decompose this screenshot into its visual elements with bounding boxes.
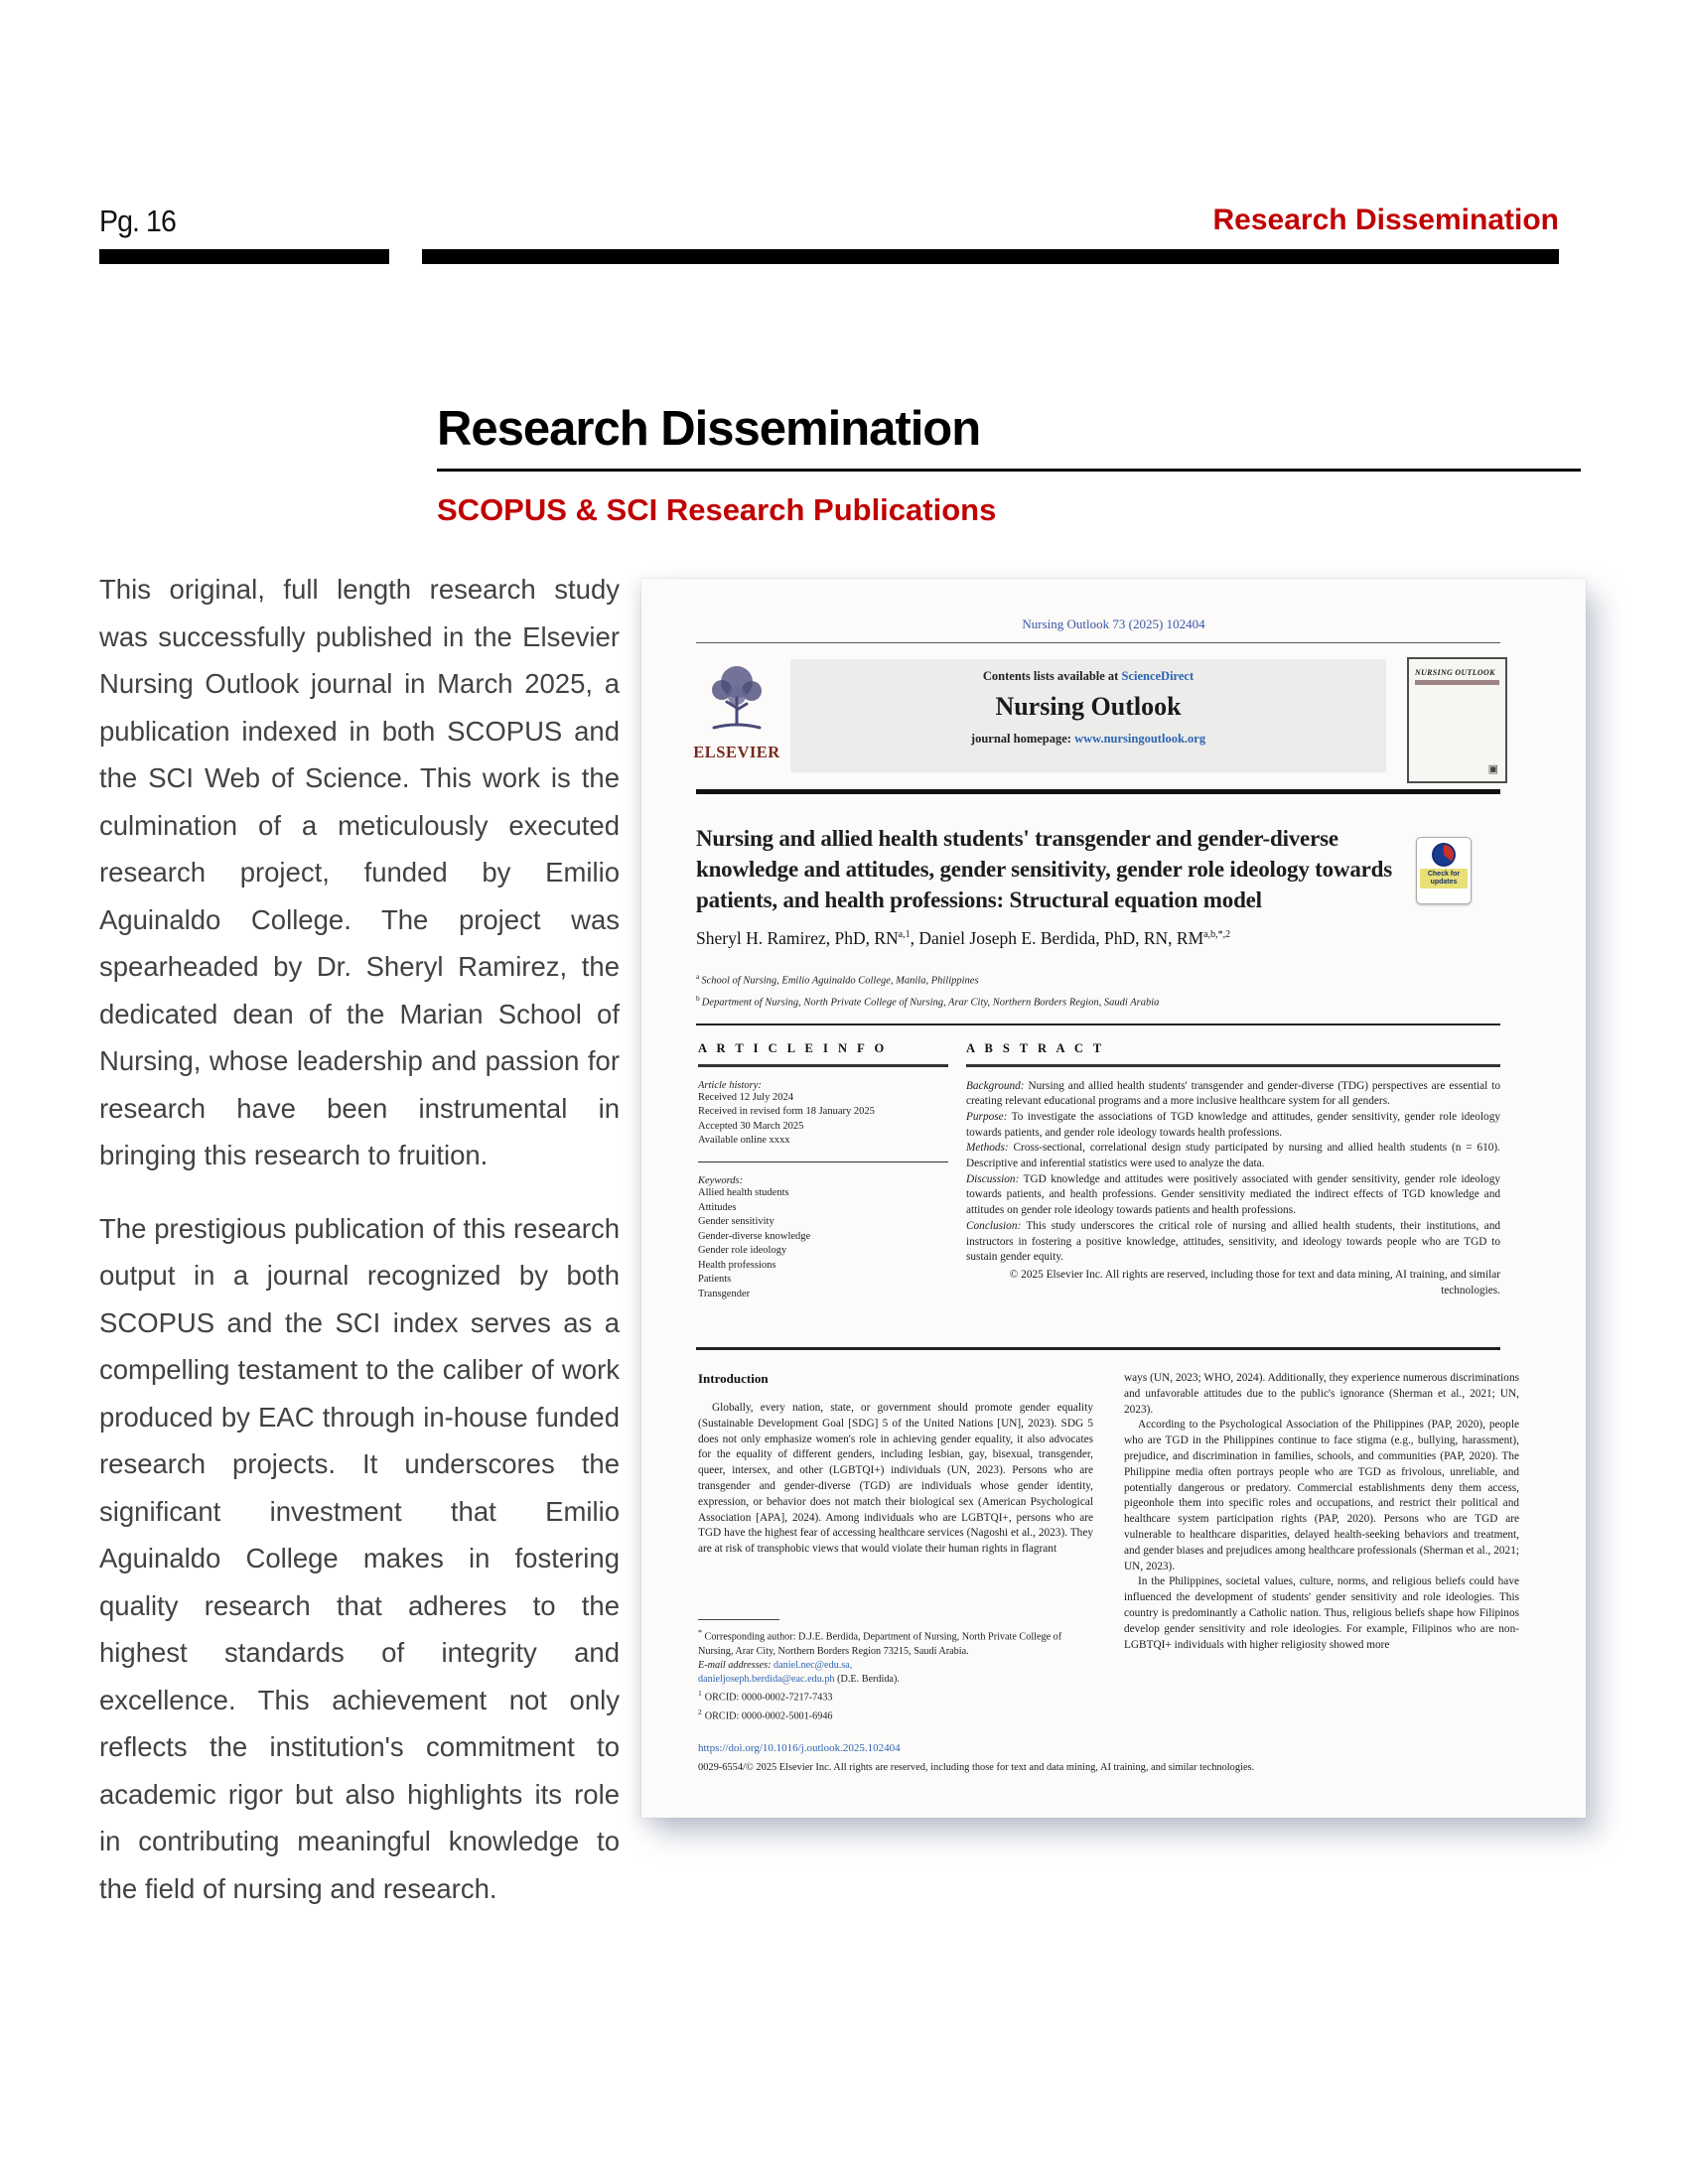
narrative-paragraph: The prestigious publication of this research output in a journal recognized by both SCOPUS and the SCI index serves as a compelling testament to the caliber of work produced by EAC through in-house funded research projects. It underscores the significant investment that Emilio Aguinaldo College makes in fostering quality research that adheres to the highest standards of integrity and excellence. This achievement not only reflects the institution's commitment to academic rigor but also highlights its role in contributing meaningful knowledge to the field of nursing and research. [99, 1212, 620, 1904]
orcid-1: $^1$ ORCID: 0000-0002-7217-7433 [698, 1689, 833, 1704]
keyword-item: Transgender [698, 1288, 751, 1299]
abstract-paragraph: Conclusion: This study underscores the critical role of nursing and allied health students, their institutions, and instructors in fostering a positive knowledge, attitudes, sensitivity, and ideology towards people who are TGD to sustain gender equity. [966, 1219, 1500, 1264]
journal-article-scan [641, 579, 1586, 1818]
keyword-item: Attitudes [698, 1201, 737, 1213]
footnote-rule [698, 1619, 779, 1620]
article-info-heading: A R T I C L E I N F O [698, 1041, 888, 1055]
abstract-copyright: © 2025 Elsevier Inc. All rights are reserved, including those for text and data mining, AI training, and similar technologies. [1009, 1268, 1500, 1297]
introduction-heading: Introduction [698, 1371, 769, 1386]
intro-left-column [698, 1371, 1093, 1558]
elsevier-wordmark: ELSEVIER [693, 743, 780, 761]
page-number: Pg. 16 [99, 204, 176, 238]
intro-paragraph-1: Globally, every nation, state, or government should promote gender equality (Sustainable Development Goal [SDG] 5 of the United Nations [UN], 2023). SDG 5 does not only emphasize women's role in achieving gender equality, it also advocates for the equality of different genders, including lesbian, gay, bisexual, transgender, queer, intersex, and other (LGBTQI+) individuals (UN, 2023). Persons who are transgender and gender-diverse (TGD) are individuals whose gender identity, expression, or behavior does not match their biological sex (American Psychological Association [APA], 2024). Among individuals who are LGBTQI+, persons who are TGD have the highest fear of accessing healthcare services (Nagoshi et al., 2023). They are at risk of transphobic views that would violate their human rights in flagrant [698, 1402, 1093, 1556]
keyword-item: Gender sensitivity [698, 1216, 774, 1227]
header-rule-right [422, 249, 1559, 264]
author-2: , Daniel Joseph E. Berdida, PhD, RN, RM [910, 928, 1204, 948]
keyword-item: Gender role ideology [698, 1245, 787, 1256]
header-rule-left [99, 249, 389, 264]
cover-title: NURSING OUTLOOK [1415, 668, 1495, 677]
abstract-paragraph: Discussion: TGD knowledge and attitudes were positively associated with gender sensitivity, gender role ideology towards patients, and health professions. Gender sensitivity mediated the indirect effects of TGD knowledge and attitudes on gender role ideology towards patients and health professions. [966, 1172, 1500, 1217]
author-1-affil-marks: a,1 [898, 929, 911, 941]
sciencedirect-link[interactable]: ScienceDirect [1121, 669, 1195, 683]
keyword-item: Allied health students [698, 1187, 789, 1198]
history-label: Article history: [698, 1079, 762, 1091]
article-info-column [698, 1041, 948, 1301]
abstract-paragraph: Purpose: To investigate the associations of TGD knowledge and attitudes, gender sensitivity, gender role ideology towards patients, and gender role ideology towards health professions. [966, 1110, 1500, 1139]
footnotes [698, 1619, 1095, 1723]
cover-bar [1415, 680, 1499, 685]
history-item: Available online xxxx [698, 1135, 790, 1146]
author-1: Sheryl H. Ramirez, PhD, RN [696, 928, 899, 948]
affiliation: $^b$ Department of Nursing, North Private College of Nursing, Arar City, Northern Borders Region, Saudi Arabia [696, 993, 1160, 1008]
doi-link[interactable]: https://doi.org/10.1016/j.outlook.2025.102404 [698, 1742, 901, 1754]
email-link-2[interactable]: danieljoseph.berdida@eac.edu.ph [698, 1674, 835, 1685]
affiliations [696, 968, 1159, 1011]
masthead-top-rule [696, 642, 1500, 643]
page-subtitle: SCOPUS & SCI Research Publications [437, 492, 997, 527]
elsevier-logo [685, 658, 788, 762]
keywords-list [698, 1186, 948, 1301]
keyword-item: Gender-diverse knowledge [698, 1230, 811, 1242]
abstract-body [966, 1079, 1500, 1266]
journal-homepage-link[interactable]: www.nursingoutlook.org [1074, 732, 1206, 746]
intro-paragraph: According to the Psychological Association of the Philippines (PAP, 2020), people who are TGD in the Philippines continue to face stigma (e.g., bullying, harassment), prejudice, and discrimination in families, schools, and communities (PAP, 2020). The Philippine media often portrays people who are TGD as frivolous, unreliable, and potentially dangerous or predatory. Commercial establishments deny them access, pigeonhole them into specific roles and occupations, and restrict their political and healthcare system participation rights (PAP, 2020). Persons who are TGD are vulnerable to healthcare disparities, delayed health-seeking behaviors and treatment, and gender biases and prejudices among healthcare professionals (Sherman et al., 2021; UN, 2023). [1124, 1419, 1519, 1572]
history-item: Received 12 July 2024 [698, 1091, 793, 1103]
crossmark-icon [1432, 843, 1456, 867]
cover-emblem-icon: ▣ [1487, 763, 1498, 775]
abstract-paragraph: Background: Nursing and allied health students' transgender and gender-diverse (TDG) perspectives are essential to creating relevant educational programs and a more inclusive healthcare system for all genders. [966, 1079, 1500, 1108]
email-link-1[interactable]: daniel.nec@edu.sa, [774, 1659, 853, 1671]
email-note: E-mail addresses: daniel.nec@edu.sa, [698, 1659, 853, 1671]
email-note-2: danieljoseph.berdida@eac.edu.ph (D.E. Berdida). [698, 1674, 900, 1685]
check-for-updates-label: Check for updates [1420, 869, 1468, 888]
masthead-bottom-rule [696, 789, 1500, 794]
abstract-heading: A B S T R A C T [966, 1041, 1105, 1055]
article-title: Nursing and allied health students' transgender and gender-diverse knowledge and attitudes, gender sensitivity, gender role ideology towards patients, and health professions: Structural equation model [696, 826, 1392, 912]
intro-paragraph: ways (UN, 2023; WHO, 2024). Additionally, they experience numerous discriminations and unfavorable attitudes due to the public's ignorance (Sherman et al., 2021; UN, 2023). [1124, 1372, 1519, 1416]
journal-citation: Nursing Outlook 73 (2025) 102404 [1022, 616, 1205, 631]
corresponding-author-note: * Corresponding author: D.J.E. Berdida, Department of Nursing, North Private College of Nursing, Arar City, Northern Borders Region 73215, Saudi Arabia. [698, 1628, 1062, 1657]
history-item: Received in revised form 18 January 2025 [698, 1106, 875, 1117]
orcid-2: $^2$ ORCID: 0000-0002-5001-6946 [698, 1706, 833, 1722]
elsevier-tree-icon [700, 658, 774, 736]
intro-paragraph: In the Philippines, societal values, culture, norms, and religious beliefs could have influenced the development of students' gender sensitivity and role ideologies. This country is predominantly a Catholic nation. Thus, religious beliefs shape how Filipinos develop gender sensitivity and role ideologies. For example, Filipinos who are non-LGBTQI+ individuals with higher religiosity showed more [1124, 1575, 1519, 1651]
check-for-updates-badge[interactable] [1416, 837, 1472, 904]
history-item: Accepted 30 March 2025 [698, 1120, 804, 1132]
abstract-column [966, 1041, 1500, 1298]
narrative-paragraph: This original, full length research study was successfully published in the Elsevier Nursing Outlook journal in March 2025, a publication indexed in both SCOPUS and the SCI Web of Science. This work is the culmination of a meticulously executed research project, funded by Emilio Aguinaldo College. The project was spearheaded by Dr. Sheryl Ramirez, the dedicated dean of the Marian School of Nursing, whose leadership and passion for research have been instrumental in bringing this research to fruition. [99, 574, 620, 1170]
masthead-box [790, 659, 1386, 772]
narrative-column [99, 566, 620, 1938]
keyword-item: Health professions [698, 1259, 776, 1271]
abstract-bottom-rule [696, 1347, 1500, 1350]
abstract-paragraph: Methods: Cross-sectional, correlational design study participated by nursing and allied health students (n = 610). Descriptive and inferential statistics were used to analyze the data. [966, 1142, 1500, 1170]
keywords-rule [698, 1161, 948, 1163]
title-underline [437, 469, 1581, 472]
contents-line: Contents lists available at ScienceDirect [982, 669, 1195, 683]
keywords-label: Keywords: [698, 1175, 744, 1186]
author-2-affil-marks: a,b,*,2 [1203, 929, 1231, 941]
homepage-line: journal homepage: www.nursingoutlook.org [970, 732, 1206, 746]
page-title: Research Dissemination [437, 402, 981, 456]
journal-cover-thumbnail [1407, 657, 1507, 783]
author-line [696, 928, 1230, 949]
keyword-item: Patients [698, 1274, 732, 1285]
section-rule [696, 1024, 1500, 1025]
abstract-rule [966, 1064, 1500, 1067]
issn-copyright-line: 0029-6554/© 2025 Elsevier Inc. All rights are reserved, including those for text and data mining, AI training, and similar technologies. [698, 1762, 1255, 1773]
running-header-title: Research Dissemination [1212, 204, 1559, 236]
journal-name: Nursing Outlook [995, 692, 1182, 721]
history-list [698, 1091, 948, 1149]
affiliation: $^a$ School of Nursing, Emilio Aguinaldo College, Manila, Philippines [696, 972, 979, 987]
intro-right-column [1124, 1371, 1519, 1653]
article-info-rule [698, 1064, 948, 1067]
